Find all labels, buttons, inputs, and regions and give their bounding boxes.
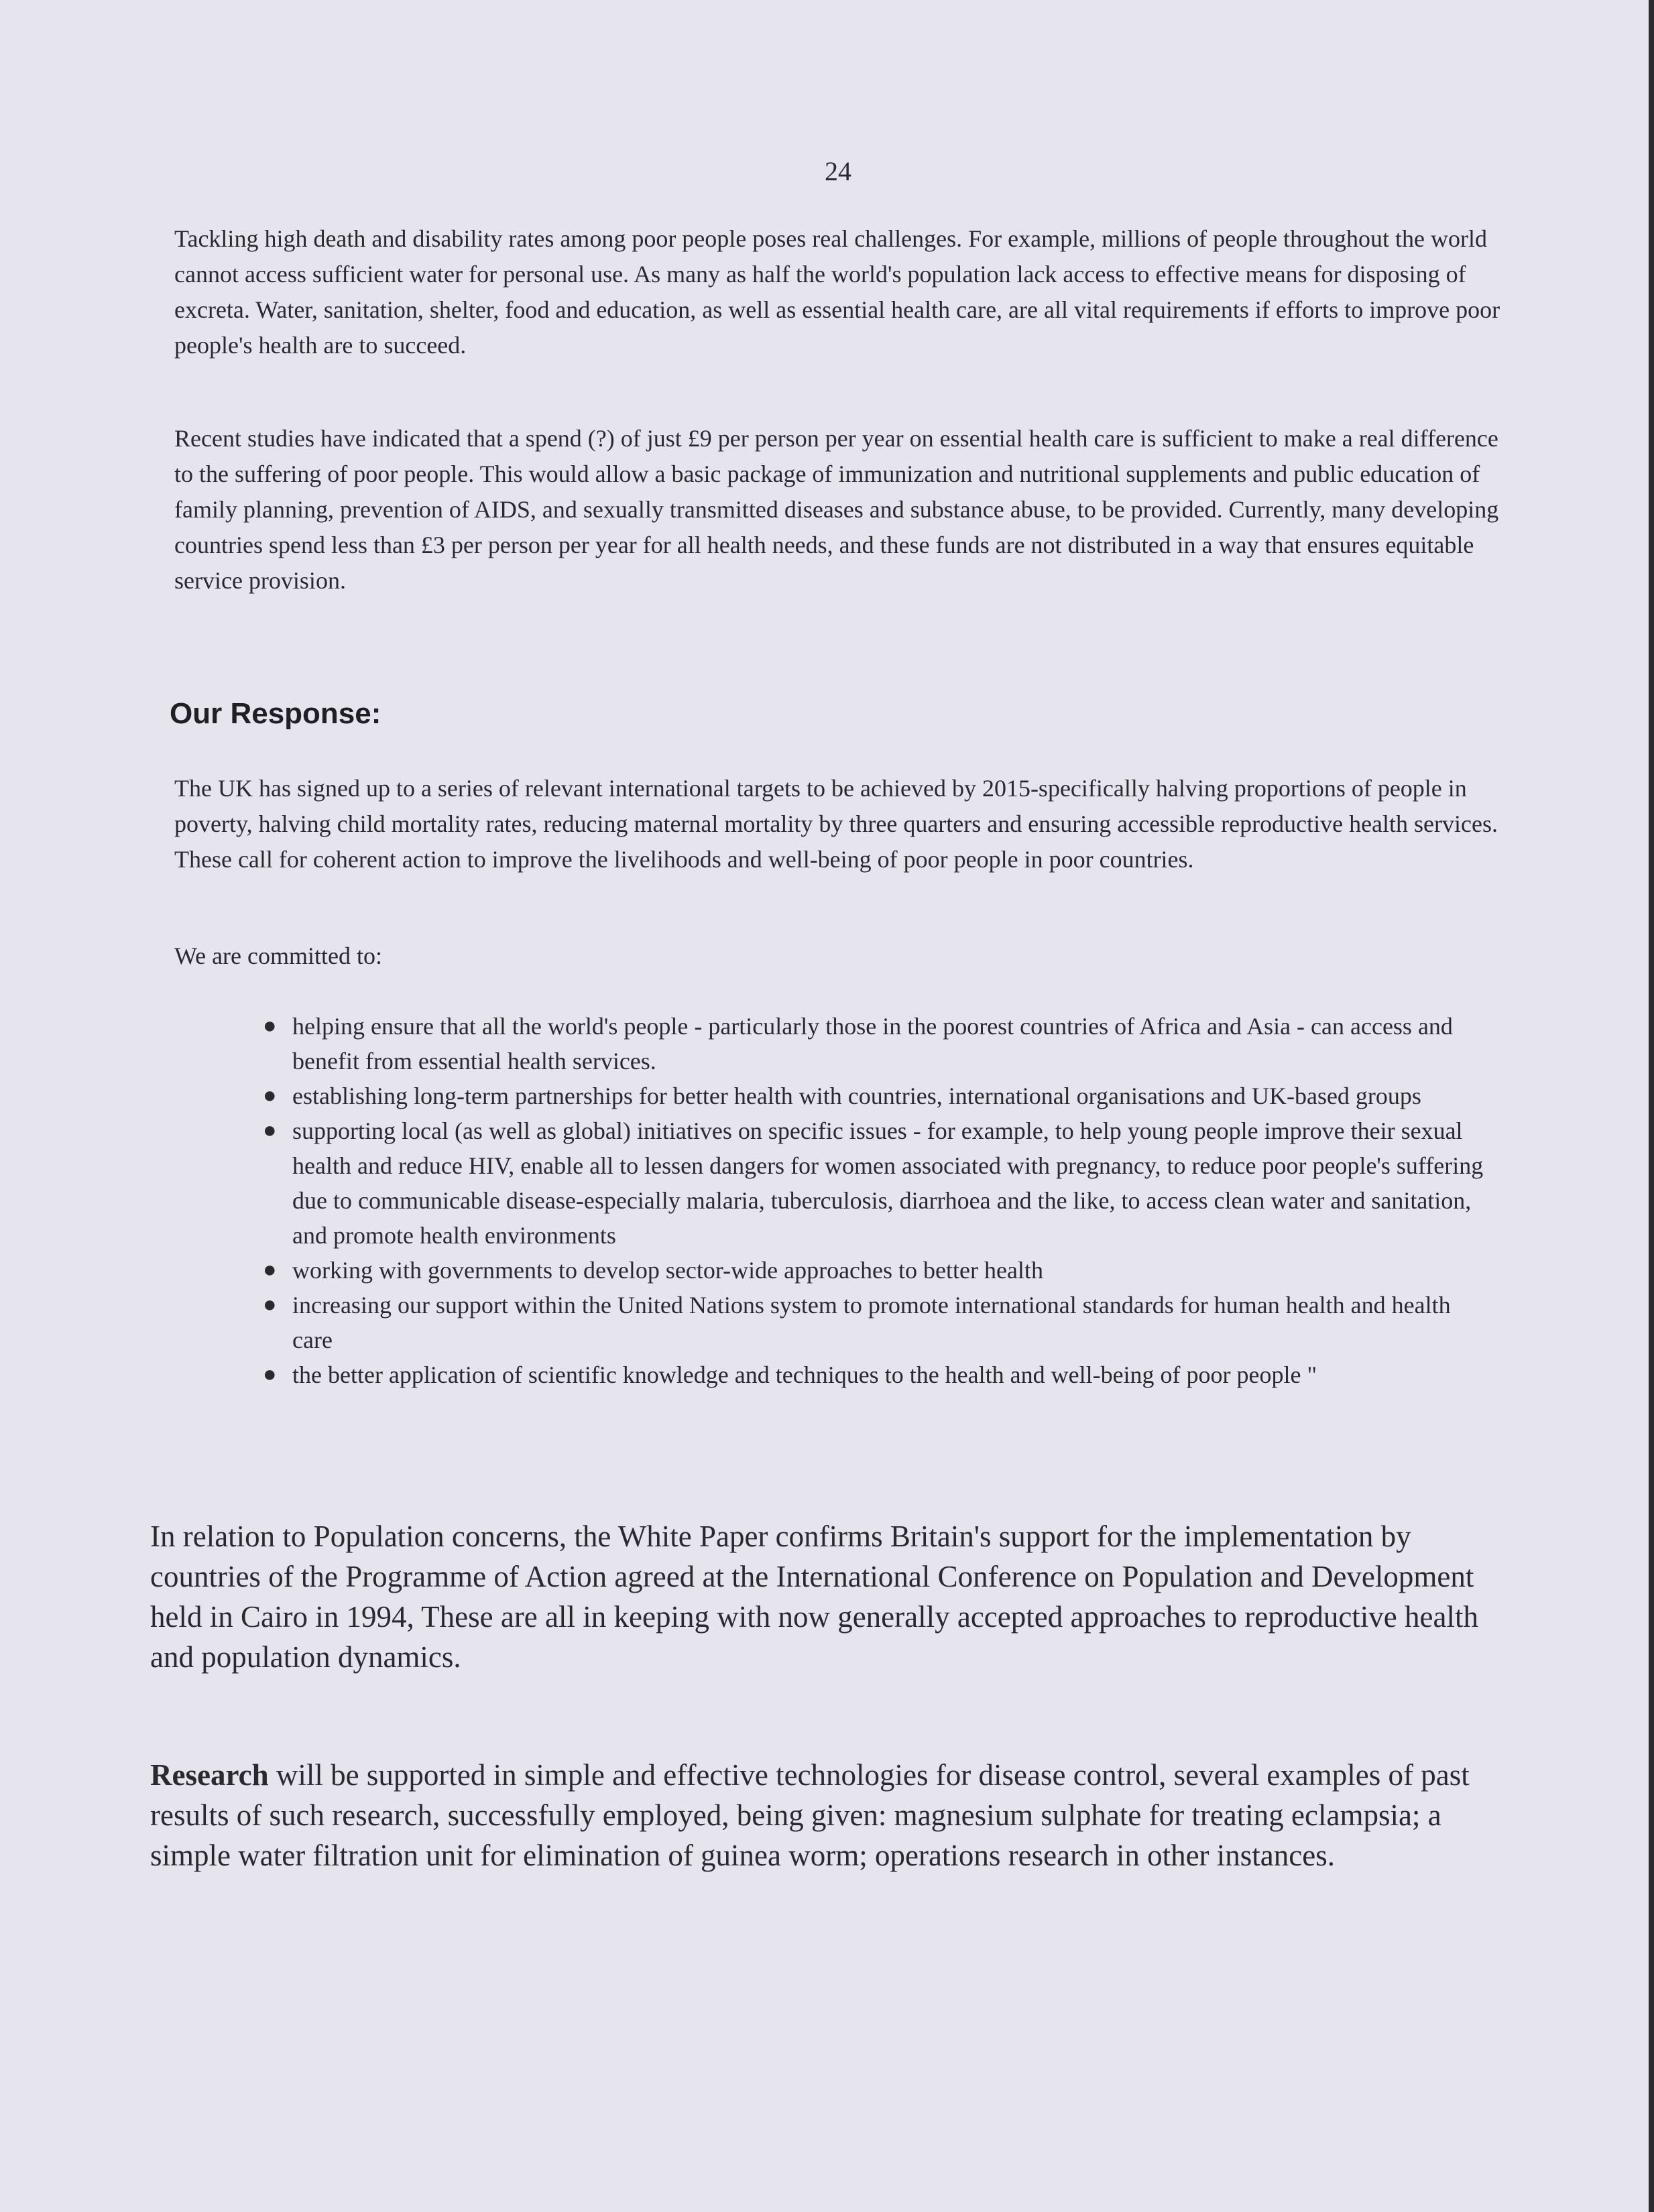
- paragraph-research: [150, 1755, 1504, 1876]
- paragraph-population: In relation to Population concerns, the White Paper confirms Britain's support for the implementation by countries of the Programme of Action agreed at the International Conference on Population and Development held in Cairo in 1994, These are all in keeping with now generally accepted approaches to reproductive health and population dynamics.: [150, 1520, 1478, 1674]
- bullet-icon: ●: [263, 1292, 277, 1317]
- section-heading: Our Response:: [170, 697, 381, 730]
- list-item: [255, 1113, 1495, 1253]
- paragraph-studies: Recent studies have indicated that a spend (?) of just £9 per person per year on essential health care is sufficient to make a real difference to the suffering of poor people. This would allow a basic package of immunization and nutritional supplements and public education of family planning, prevention of AIDS, and sexually transmitted diseases and substance abuse, to be provided. Currently, many developing countries spend less than £3 per person per year for all health needs, and these funds are not distributed in a way that ensures equitable service provision.: [174, 425, 1499, 594]
- list-item-text: helping ensure that all the world's people - particularly those in the poorest countries of Africa and Asia - can access and benefit from essential health services.: [292, 1013, 1453, 1074]
- bullet-icon: ●: [263, 1013, 277, 1038]
- page-number: 24: [825, 156, 851, 186]
- research-lead-word: Research: [150, 1758, 269, 1792]
- list-item: [255, 1079, 1495, 1113]
- list-item: [255, 1288, 1495, 1357]
- list-item: [255, 1357, 1495, 1392]
- list-item-text: establishing long-term partnerships for better health with countries, international organisations and UK-based groups: [292, 1083, 1421, 1109]
- list-item-text: supporting local (as well as global) initiatives on specific issues - for example, to help young people improve their sexual health and reduce HIV, enable all to lessen dangers for women associated with pregnancy, to reduce poor people's suffering due to communicable disease-especially malaria, tuberculosis, diarrhoea and the like, to access clean water and sanitation, and promote health environments: [292, 1117, 1484, 1249]
- page-edge: [1649, 0, 1654, 2212]
- list-item: [255, 1253, 1495, 1288]
- list-item: [255, 1009, 1495, 1079]
- research-text: will be supported in simple and effective technologies for disease control, several examples of past results of such research, successfully employed, being given: magnesium sulphate for treating eclampsia; a simple water filtration unit for elimination of guinea worm; operations research in other instances.: [150, 1758, 1470, 1872]
- bullet-icon: ●: [263, 1083, 277, 1108]
- list-item-text: increasing our support within the United Nations system to promote international standards for human health and health care: [292, 1292, 1451, 1353]
- paragraph-challenges: Tackling high death and disability rates among poor people poses real challenges. For example, millions of people throughout the world cannot access sufficient water for personal use. As many as half the world's population lack access to effective means for disposing of excreta. Water, sanitation, shelter, food and education, as well as essential health care, are all vital requirements if efforts to improve poor people's health are to succeed.: [174, 225, 1500, 359]
- commitments-list: [255, 1009, 1495, 1392]
- commitments-intro: We are committed to:: [174, 942, 382, 969]
- list-item-text: the better application of scientific knowledge and techniques to the health and well-being of poor people ": [292, 1361, 1317, 1388]
- bullet-icon: ●: [263, 1118, 277, 1143]
- bullet-icon: ●: [263, 1362, 277, 1387]
- paragraph-targets: The UK has signed up to a series of relevant international targets to be achieved by 2015-specifically halving proportions of people in poverty, halving child mortality rates, reducing maternal mortality by three quarters and ensuring accessible reproductive health services. These call for coherent action to improve the livelihoods and well-being of poor people in poor countries.: [174, 775, 1498, 873]
- list-item-text: working with governments to develop sector-wide approaches to better health: [292, 1257, 1043, 1284]
- bullet-icon: ●: [263, 1257, 277, 1282]
